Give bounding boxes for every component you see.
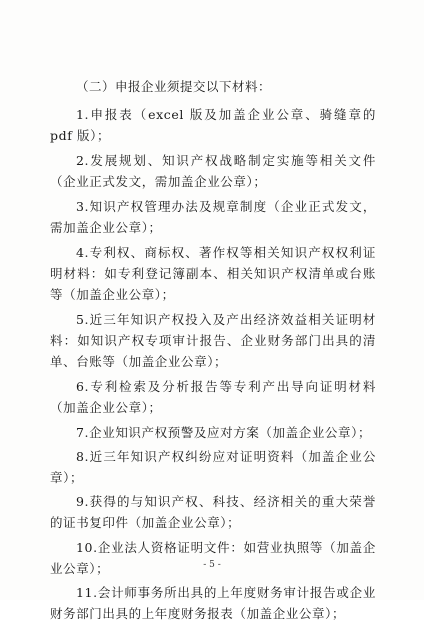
section-heading: （二）申报企业须提交以下材料： bbox=[76, 79, 272, 94]
list-item-9: 9.获得的与知识产权、科技、经济相关的重大荣誉的证书复印件（加盖企业公章）； bbox=[50, 494, 376, 530]
list-item-1: 1.申报表（excel 版及加盖企业公章、骑缝章的 pdf 版）； bbox=[50, 107, 376, 143]
list-item-4: 4.专利权、商标权、著作权等相关知识产权权利证明材料：如专利登记簿副本、相关知识产权清单或台账等（加盖企业公章）； bbox=[50, 245, 376, 302]
list-item-10: 10.企业法人资格证明文件：如营业执照等（加盖企业公章）； bbox=[50, 540, 376, 576]
list-item-5: 5.近三年知识产权投入及产出经济效益相关证明材料：如知识产权专项审计报告、企业财务部门出具的清单、台账等（加盖企业公章）； bbox=[50, 312, 376, 369]
list-item-7: 7.企业知识产权预警及应对方案（加盖企业公章）； bbox=[76, 425, 372, 440]
list-item-6: 6.专利检索及分析报告等专利产出导向证明材料（加盖企业公章）； bbox=[50, 379, 376, 415]
document-body bbox=[50, 78, 376, 628]
list-item-11: 11.会计师事务所出具的上年度财务审计报告或企业财务部门出具的上年度财务报表（加盖企业公章）； bbox=[50, 585, 376, 621]
list-item-8: 8.近三年知识产权纠纷应对证明资料（加盖企业公章）； bbox=[50, 449, 376, 485]
list-item-2: 2.发展规划、知识产权战略制定实施等相关文件（企业正式发文，需加盖企业公章）； bbox=[50, 153, 376, 189]
list-item-3: 3.知识产权管理办法及规章制度（企业正式发文，需加盖企业公章）； bbox=[50, 199, 376, 235]
page-number: - 5 - bbox=[203, 560, 221, 570]
